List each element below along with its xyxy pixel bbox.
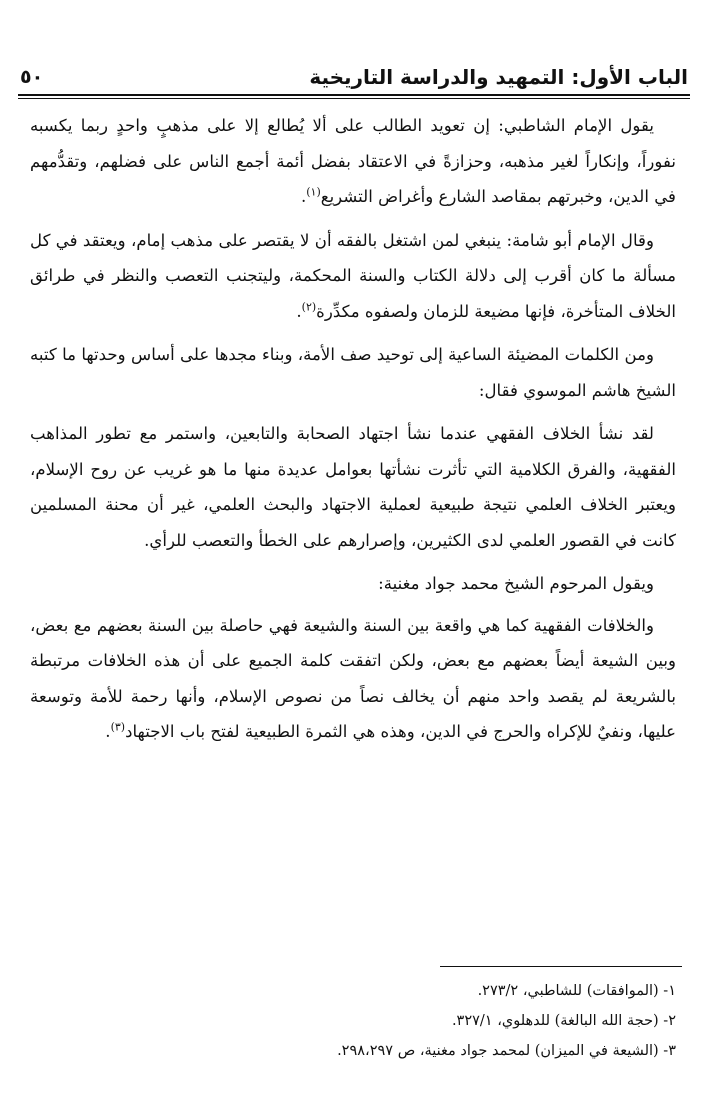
paragraph-abu-shama-quote: وقال الإمام أبو شامة: ينبغي لمن اشتغل بالفقه أن لا يقتصر على مذهب إمام، ويعتقد في كل مسألة ما كان أقرب إلى دلالة الكتاب والسنة المحكمة، وليتجنب التعصب والنظر في طرائق الخلاف المتأخرة، فإنها مضيعة للزمان ولصفوه مكدِّرة$^{(٢)}$. [30, 230, 676, 321]
header-rule [18, 94, 690, 96]
paragraph-mughniyya-quote: والخلافات الفقهية كما هي واقعة بين السنة والشيعة فهي حاصلة بين السنة بعضهم مع بعض، وبين الشيعة أيضاً بعضهم مع بعض، ولكن اتفقت كلمة الجميع على أن هذه الخلافات مرتبطة بالشريعة لم يقصد واحد منهم أن يخالف نصاً من نصوص الإسلام، وأنها رحمة للأمة وتوسعة عليها، ونفيٌ للإكراه والحرج في الدين، وهذه هي الثمرة الطبيعية لفتح باب الاجتهاد$^{(٣)}$. [30, 615, 676, 741]
paragraph-hashim-quote: لقد نشأ الخلاف الفقهي عندما نشأ اجتهاد الصحابة والتابعين، واستمر مع تطور المذاهب الفقهية، والفرق الكلامية التي تأثرت نشأتها بعوامل عديدة منها ما هو غريب عن روح الإسلام، ويعتبر الخلاف العلمي نتيجة طبيعية لعملية الاجتهاد والبحث العلمي، غير أن محنة المسلمين كانت في القصور العلمي لدى الكثيرين، وإصرارهم على الخطأ والتعصب للرأي. [30, 424, 676, 550]
footnote-3: ٣- (الشيعة في الميزان) لمحمد جواد مغنية، ص ٢٩٨،٢٩٧. [337, 1043, 676, 1059]
footnote-ref-1: (١) [306, 185, 321, 199]
header-rule-thin [18, 98, 690, 99]
paragraph-intro-hashim: ومن الكلمات المضيئة الساعية إلى توحيد صف الأمة، وبناء مجدها على أساس وحدتها ما كتبه الشيخ هاشم الموسوي فقال: [30, 345, 676, 400]
footnote-2: ٢- (حجة الله البالغة) للدهلوي، ٣٢٧/١. [451, 1013, 676, 1029]
footnote-1: ١- (الموافقات) للشاطبي، ٢٧٣/٢. [477, 983, 676, 999]
page-header [20, 62, 688, 92]
body-text [30, 108, 676, 750]
paragraph-intro-mughniyya: ويقول المرحوم الشيخ محمد جواد مغنية: [378, 574, 654, 593]
page-number: ٥٠ [20, 66, 44, 88]
footnote-ref-2: (٢) [301, 299, 317, 313]
footnote-ref-3: (٣) [110, 720, 126, 734]
paragraph-shatibi-quote: يقول الإمام الشاطبي: إن تعويد الطالب على ألا يُطالع إلا على مذهبٍ واحدٍ ربما يكسبه نفوراً، وإنكاراً لغير مذهبه، وحزازةً في الاعتقاد بفضل أئمة أجمع الناس على فضلهم، وتقدُّمهم في الدين، وخبرتهم بمقاصد الشارع وأغراض التشريع$^{(١)}$. [30, 116, 676, 206]
footnotes [30, 976, 676, 1066]
footnote-separator [440, 966, 682, 967]
chapter-title: الباب الأول: التمهيد والدراسة التاريخية [309, 65, 688, 89]
